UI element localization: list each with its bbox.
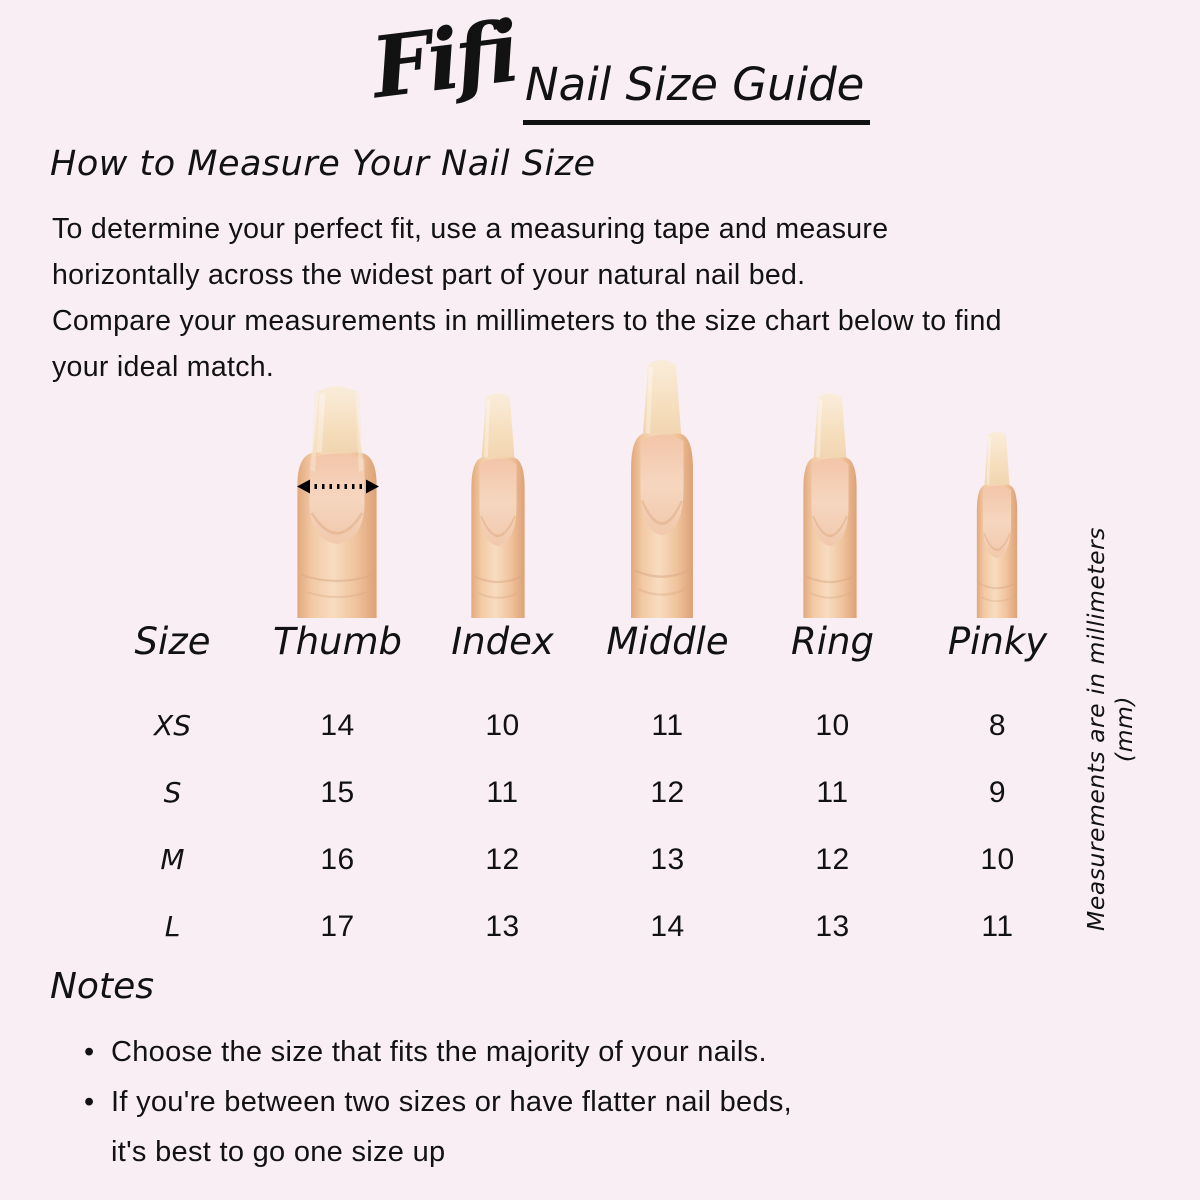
page-title: Nail Size Guide xyxy=(523,58,870,125)
middle-finger-illustration xyxy=(619,355,705,618)
size-value-cell: 12 xyxy=(650,775,685,809)
size-value-cell: 11 xyxy=(486,775,519,809)
size-value-cell: 13 xyxy=(815,909,850,943)
size-value-cell: 11 xyxy=(816,775,849,809)
size-row-label: L xyxy=(164,910,181,943)
size-value-cell: 8 xyxy=(988,708,1007,742)
size-column-header: Size xyxy=(134,620,211,663)
size-value-cell: 12 xyxy=(485,842,520,876)
size-value-cell: 13 xyxy=(485,909,520,943)
size-value-cell: 11 xyxy=(981,909,1014,943)
howto-line: horizontally across the widest part of your natural nail bed. xyxy=(52,259,806,291)
note-item xyxy=(84,1077,1064,1177)
measure-arrow-icon xyxy=(297,478,379,495)
finger-column-header-thumb: Thumb xyxy=(272,620,403,663)
notes-heading: Notes xyxy=(50,966,154,1007)
howto-paragraph xyxy=(52,206,1182,390)
size-value-cell: 13 xyxy=(650,842,685,876)
finger-column-header-middle: Middle xyxy=(606,620,729,663)
size-value-cell: 10 xyxy=(485,708,520,742)
brand-logo: Fifi xyxy=(366,1,522,118)
size-row-label: M xyxy=(160,843,185,876)
size-value-cell: 16 xyxy=(320,842,355,876)
size-row-label: XS xyxy=(154,709,191,742)
index-finger-illustration xyxy=(461,389,535,618)
note-line: • Choose the size that fits the majority of your nails. xyxy=(111,1036,767,1068)
size-row-label: S xyxy=(163,776,182,809)
size-value-cell: 17 xyxy=(320,909,355,943)
howto-line: Compare your measurements in millimeters to the size chart below to find xyxy=(52,305,1002,337)
note-line: • If you're between two sizes or have flatter nail beds, xyxy=(111,1086,793,1118)
size-chart-table xyxy=(90,612,1080,960)
size-value-cell: 14 xyxy=(650,909,685,943)
note-item xyxy=(84,1027,1064,1077)
howto-line: your ideal match. xyxy=(52,351,275,383)
finger-column-header-index: Index xyxy=(451,620,554,663)
finger-column-header-pinky: Pinky xyxy=(947,620,1048,663)
finger-column-header-ring: Ring xyxy=(791,620,874,663)
size-value-cell: 11 xyxy=(651,708,684,742)
size-value-cell: 15 xyxy=(320,775,355,809)
size-value-cell: 9 xyxy=(988,775,1007,809)
howto-line: To determine your perfect fit, use a measuring tape and measure xyxy=(52,213,889,245)
measurement-unit-note: Measurements are in millimeters (mm) xyxy=(1082,527,1138,931)
howto-heading: How to Measure Your Nail Size xyxy=(50,144,596,184)
notes-list xyxy=(84,1027,1064,1177)
note-line: it's best to go one size up xyxy=(111,1136,446,1168)
ring-finger-illustration xyxy=(793,389,867,618)
size-value-cell: 10 xyxy=(815,708,850,742)
pinky-finger-illustration xyxy=(969,428,1025,618)
size-value-cell: 10 xyxy=(980,842,1015,876)
thumb-illustration xyxy=(282,382,392,618)
size-value-cell: 14 xyxy=(320,708,355,742)
size-value-cell: 12 xyxy=(815,842,850,876)
